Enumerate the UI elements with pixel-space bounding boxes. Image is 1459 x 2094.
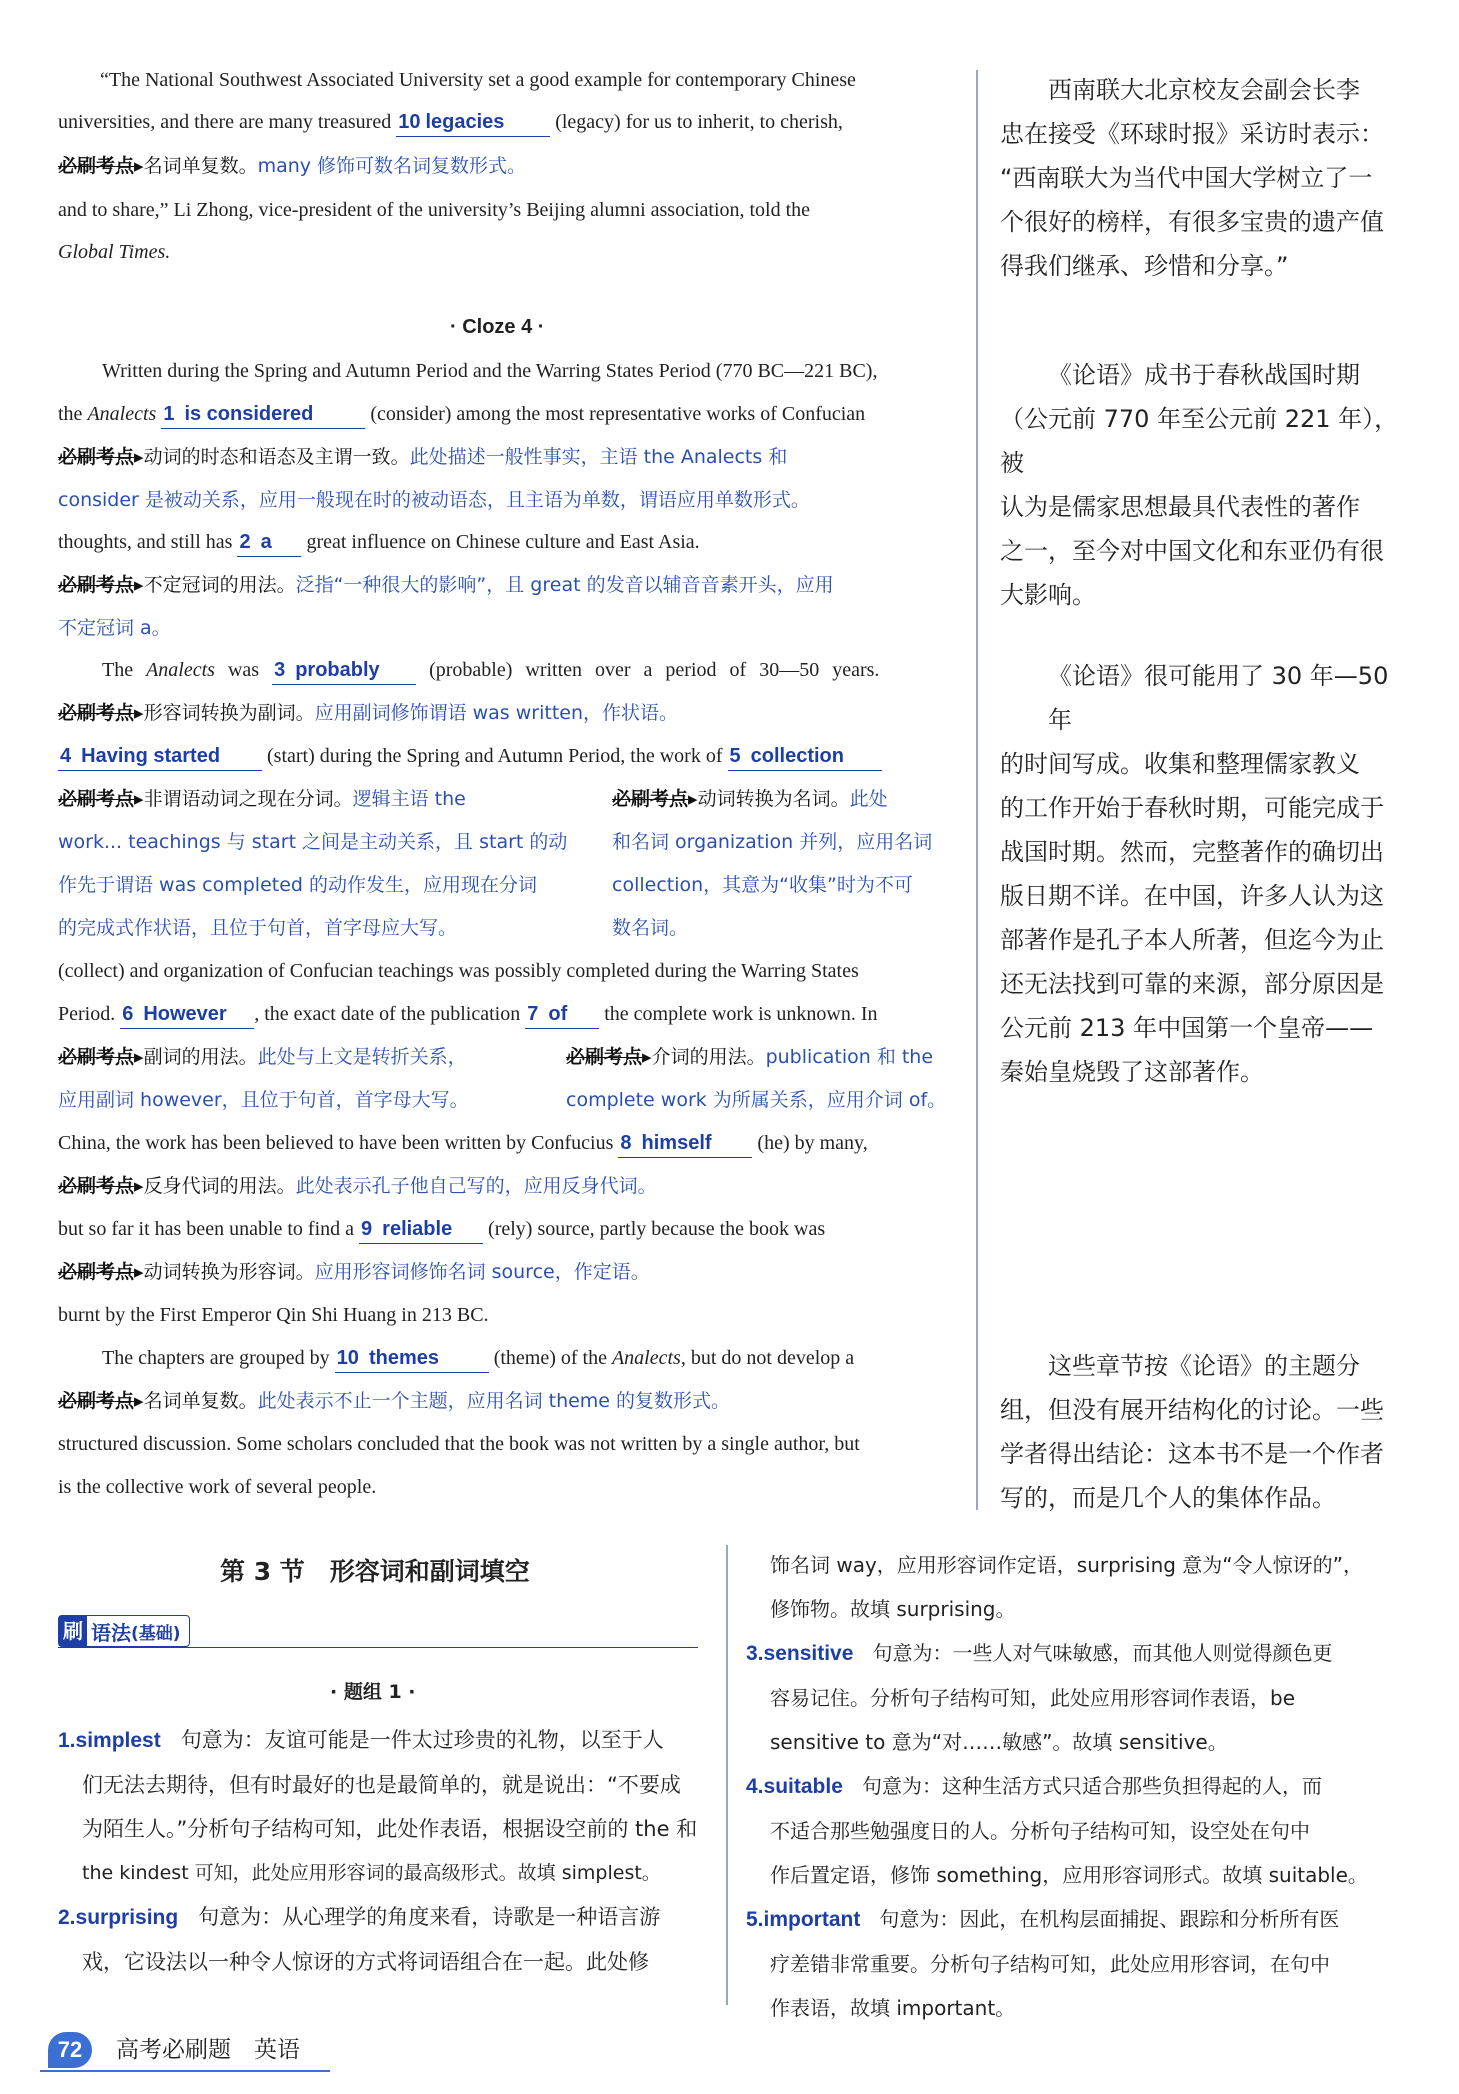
solution-line: 饰名词 way，应用形容词作定语，surprising 意为“令人惊讶的”， (770, 1553, 1364, 1577)
key-point-note: 应用副词修饰谓语 was written，作状语。 (314, 702, 679, 724)
text-span: (legacy) for us to inherit, to cherish, (555, 111, 843, 133)
text-span: (consider) among the most representative works of Confucian (370, 403, 866, 425)
key-point-text: 名词单复数。 (143, 1390, 258, 1412)
translation-line: （公元前 770 年至公元前 221 年），被 (1000, 405, 1399, 477)
key-point-label: 必刷考点 (58, 788, 135, 810)
tag-glyph: 刷 (59, 1616, 87, 1646)
solution-number: 5. (746, 1908, 764, 1931)
translation-block (1000, 654, 1400, 1094)
solution-number: 3. (746, 1642, 764, 1665)
passage-line: (collect) and organization of Confucian teachings was possibly completed during the Warring States (58, 960, 859, 982)
arrow-icon: ▸ (134, 1175, 144, 1197)
question-number: 5 (729, 745, 741, 767)
text-span: the (58, 403, 83, 425)
solution-text: 句意为：一些人对气味敏感，而其他人则觉得颜色更 (872, 1641, 1333, 1665)
group-title: · 题组 1 · (330, 1681, 416, 1703)
question-number: 6 (122, 1003, 134, 1025)
arrow-icon: ▸ (688, 788, 698, 810)
column-divider (976, 70, 978, 1510)
key-point-text: 副词的用法。 (143, 1046, 258, 1068)
solution-line (746, 1764, 1406, 1809)
passage-line: Written during the Spring and Autumn Period and the Warring States Period (770 BC—221 BC), (102, 360, 878, 382)
question-number: 8 (620, 1132, 632, 1154)
translation-line: 这些章节按《论语》的主题分 (1048, 1352, 1360, 1380)
answer-blank (525, 1000, 599, 1029)
question-number: 10 (336, 1347, 359, 1369)
solution-number: 2. (58, 1906, 76, 1929)
key-point (58, 1258, 958, 1286)
solution-number: 4. (746, 1775, 764, 1798)
section-title: 第 3 节 形容词和副词填空 (220, 1557, 530, 1586)
passage-line: structured discussion. Some scholars concluded that the book was not written by a single author, but (58, 1433, 860, 1455)
translation-line: 版日期不详。在中国，许多人认为这 (1000, 882, 1384, 910)
italic-title: Analects (87, 403, 157, 425)
arrow-icon: ▸ (134, 446, 144, 468)
translation-line: 部著作是孔子本人所著，但迄今为止 (1000, 926, 1384, 954)
text-span: (he) by many, (757, 1132, 868, 1154)
passage-line (102, 656, 1002, 685)
solution-answer: suitable (763, 1775, 843, 1798)
text-span: , the exact date of the publication (254, 1003, 521, 1025)
translation-line: 《论语》很可能用了 30 年—50 年 (1048, 662, 1389, 734)
key-point (58, 571, 958, 599)
key-point-label: 必刷考点 (612, 788, 689, 810)
answer-text: is considered (184, 403, 314, 425)
key-point-text: 形容词转换为副词。 (143, 702, 315, 724)
answer-text: probably (295, 659, 380, 681)
text-span: The chapters are grouped by (102, 1347, 330, 1369)
translation-line: 的工作开始于春秋时期，可能完成于 (1000, 794, 1384, 822)
answer-text: of (548, 1003, 568, 1025)
key-point-label: 必刷考点 (58, 574, 135, 596)
solution-answer: important (763, 1908, 861, 1931)
passage-line (58, 400, 958, 429)
solution-line: 疗差错非常重要。分析句子结构可知，此处应用形容词，在句中 (770, 1952, 1330, 1976)
key-point-note: 不定冠词 a。 (58, 617, 171, 639)
text-span: thoughts, and still has (58, 531, 233, 553)
text-span: Period. (58, 1003, 116, 1025)
answer-text: reliable (382, 1218, 453, 1240)
solution-line: the kindest 可知，此处应用形容词的最高级形式。故填 simplest。 (82, 1862, 661, 1884)
key-point-note: many 修饰可数名词复数形式。 (257, 155, 527, 177)
key-point-label: 必刷考点 (58, 1390, 135, 1412)
solution-answer: sensitive (763, 1642, 854, 1665)
text-span: the complete work is unknown. In (604, 1003, 878, 1025)
passage-line: and to share,” Li Zhong, vice-president of the university’s Beijing alumni association, told the (58, 199, 811, 221)
question-number: 7 (527, 1003, 539, 1025)
solution-answer: simplest (75, 1729, 161, 1752)
translation-line: 忠在接受《环球时报》采访时表示： (1000, 120, 1384, 148)
passage-line: burnt by the First Emperor Qin Shi Huang in 213 BC. (58, 1304, 489, 1326)
solution-line: 作表语，故填 important。 (770, 1996, 1016, 2020)
key-point-text: 介词的用法。 (651, 1046, 766, 1068)
passage-line (102, 1344, 1002, 1373)
text-span: (start) during the Spring and Autumn Period, the work of (267, 745, 723, 767)
answer-blank (161, 400, 365, 429)
solution-line: 容易记住。分析句子结构可知，此处应用形容词作表语，be (770, 1686, 1295, 1710)
translation-line: 大影响。 (1000, 581, 1096, 609)
text-span: but so far it has been unable to find a (58, 1218, 355, 1240)
answer-blank (335, 1344, 489, 1373)
text-span: China, the work has been believed to have been written by Confucius (58, 1132, 614, 1154)
footer-rule (40, 2070, 330, 2072)
solution-line: 修饰物。故填 surprising。 (770, 1597, 1016, 1621)
translation-line: 秦始皇烧毁了这部著作。 (1000, 1058, 1264, 1086)
key-point-note: publication 和 the (765, 1046, 934, 1068)
question-number: 2 (239, 531, 251, 553)
translation-block (1000, 1344, 1400, 1520)
passage-line (58, 528, 958, 557)
answer-text: themes (368, 1347, 439, 1369)
translation-line: 西南联大北京校友会副会长李 (1048, 76, 1360, 104)
translation-line: 学者得出结论：这本书不是一个作者 (1000, 1440, 1384, 1468)
key-point-note: work... teachings 与 start 之间是主动关系，且 start 的动 (58, 831, 568, 853)
answer-blank (396, 108, 550, 137)
answer-blank (728, 742, 882, 771)
solution-column (746, 1543, 1406, 2030)
translation-line: 《论语》成书于春秋战国时期 (1048, 361, 1360, 389)
passage-line: is the collective work of several people. (58, 1476, 377, 1498)
text-span: The (102, 659, 134, 681)
answer-text: a (260, 531, 272, 553)
page-number: 72 (48, 2032, 92, 2068)
translation-line: 战国时期。然而，完整著作的确切出 (1000, 838, 1384, 866)
key-point-text: 名词单复数。 (143, 155, 258, 177)
arrow-icon: ▸ (134, 702, 144, 724)
question-number: 9 (361, 1218, 373, 1240)
arrow-icon: ▸ (134, 1046, 144, 1068)
key-point-note: 和名词 organization 并列，应用名词 (612, 831, 933, 853)
translation-line: 之一，至今对中国文化和东亚仍有很 (1000, 537, 1384, 565)
solution-line: 为陌生人。”分析句子结构可知，此处作表语，根据设空前的 the 和 (82, 1817, 698, 1841)
solution-line (58, 1718, 718, 1763)
italic-title: Analects (611, 1347, 681, 1369)
translation-line: 公元前 213 年中国第一个皇帝—— (1000, 1014, 1374, 1042)
translation-block (1000, 353, 1400, 617)
answer-text: collection (750, 745, 844, 767)
answer-text: himself (641, 1132, 712, 1154)
solution-line: 们无法去期待，但有时最好的也是最简单的，就是说出：“不要成 (82, 1773, 681, 1797)
translation-block (1000, 68, 1400, 288)
arrow-icon: ▸ (134, 1390, 144, 1412)
key-point (58, 699, 958, 727)
translation-line: 认为是儒家思想最具代表性的著作 (1000, 493, 1360, 521)
tag-level: (基础) (131, 1623, 181, 1644)
key-point-note: 泛指“一种很大的影响”，且 great 的发音以辅音音素开头，应用 (295, 574, 834, 596)
text-span: universities, and there are many treasured (58, 111, 392, 133)
key-point-note: complete work 为所属关系，应用介词 of。 (566, 1089, 947, 1111)
solution-text: 句意为：因此，在机构层面捕捉、跟踪和分析所有医 (879, 1907, 1340, 1931)
solution-text: 句意为：友谊可能是一件太过珍贵的礼物，以至于人 (180, 1728, 664, 1752)
key-point (58, 443, 958, 471)
passage-line (58, 1000, 958, 1029)
key-point-label: 必刷考点 (58, 155, 135, 177)
arrow-icon: ▸ (642, 1046, 652, 1068)
answer-text: Having started (81, 745, 221, 767)
key-point-note: 此处 (849, 788, 888, 810)
passage-line (58, 1215, 958, 1244)
key-point (58, 785, 598, 813)
answer-blank (359, 1215, 483, 1244)
book-title: 高考必刷题 英语 (116, 2037, 300, 2063)
tag-box (58, 1615, 190, 1647)
column-divider (726, 1545, 728, 2005)
answer-blank (237, 528, 301, 557)
key-point-text: 动词的时态和语态及主谓一致。 (143, 446, 410, 468)
translation-line: 组，但没有展开结构化的讨论。一些 (1000, 1396, 1384, 1424)
solution-line (746, 1631, 1406, 1676)
key-point-note: 的完成式作状语，且位于句首，首字母应大写。 (58, 917, 458, 939)
answer-blank (58, 742, 262, 771)
passage-line (58, 108, 958, 137)
key-point (58, 1172, 958, 1200)
solution-line (746, 1897, 1406, 1942)
arrow-icon: ▸ (134, 155, 144, 177)
arrow-icon: ▸ (134, 788, 144, 810)
key-point-note: collection，其意为“收集”时为不可 (612, 874, 913, 896)
key-point-note: 应用副词 however，且位于句首，首字母大写。 (58, 1089, 469, 1111)
translation-line: “西南联大为当代中国大学树立了一 (1000, 164, 1373, 192)
key-point-note: 应用形容词修饰名词 source，作定语。 (314, 1261, 650, 1283)
answer-text: legacies (425, 111, 505, 133)
key-point-note: consider 是被动关系，应用一般现在时的被动语态，且主语为单数，谓语应用单数形式。 (58, 489, 810, 511)
question-number: 3 (274, 659, 286, 681)
answer-blank (618, 1129, 752, 1158)
key-point-text: 动词转换为形容词。 (143, 1261, 315, 1283)
key-point (58, 1387, 958, 1415)
key-point-note: 数名词。 (612, 917, 689, 939)
key-point-label: 必刷考点 (58, 1261, 135, 1283)
passage-line: Global Times. (58, 241, 171, 263)
translation-line: 得我们继承、珍惜和分享。” (1000, 252, 1289, 280)
key-point (612, 785, 962, 813)
solution-line (58, 1895, 718, 1940)
solution-number: 1. (58, 1729, 76, 1752)
question-number: 4 (60, 745, 72, 767)
solution-line: 不适合那些勉强度日的人。分析句子结构可知，设空处在句中 (770, 1819, 1310, 1843)
solution-text: 句意为：从心理学的角度来看，诗歌是一种语言游 (198, 1905, 661, 1929)
section-tag (58, 1615, 698, 1648)
translation-line: 的时间写成。收集和整理儒家教义 (1000, 750, 1360, 778)
text-span: (rely) source, partly because the book was (488, 1218, 826, 1240)
key-point-note: 逻辑主语 the (352, 788, 466, 810)
solution-line: 作后置定语，修饰 something，应用形容词形式。故填 suitable。 (770, 1863, 1368, 1887)
translation-line: 个很好的榜样，有很多宝贵的遗产值 (1000, 208, 1384, 236)
answer-text: However (143, 1003, 227, 1025)
passage-line (58, 1129, 958, 1158)
italic-title: Analects (146, 659, 215, 681)
cloze-title: · Cloze 4 · (450, 316, 545, 338)
passage-line: “The National Southwest Associated University set a good example for contemporary Chinese (100, 69, 856, 91)
key-point-text: 反身代词的用法。 (143, 1175, 296, 1197)
key-point-note: 此处表示孔子他自己写的，应用反身代词。 (295, 1175, 657, 1197)
key-point-label: 必刷考点 (58, 1046, 135, 1068)
key-point-label: 必刷考点 (58, 702, 135, 724)
arrow-icon: ▸ (134, 1261, 144, 1283)
question-number: 1 (163, 403, 175, 425)
key-point-text: 不定冠词的用法。 (143, 574, 296, 596)
text-span: (theme) of the (493, 1347, 607, 1369)
solution-item (58, 1718, 718, 1984)
key-point-label: 必刷考点 (58, 1175, 135, 1197)
question-number: 10 (398, 111, 421, 133)
text-span: was (227, 659, 260, 681)
key-point-label: 必刷考点 (566, 1046, 643, 1068)
solution-text: 句意为：这种生活方式只适合那些负担得起的人，而 (861, 1774, 1322, 1798)
solution-line: 戏，它设法以一种令人惊讶的方式将词语组合在一起。此处修 (82, 1950, 649, 1974)
key-point-note: 作先于谓语 was completed 的动作发生，应用现在分词 (58, 874, 538, 896)
solution-answer: surprising (75, 1906, 179, 1929)
key-point-text: 非谓语动词之现在分词。 (143, 788, 353, 810)
answer-blank (120, 1000, 254, 1029)
text-span: (probable) written over a period of 30—50 years. (429, 659, 880, 681)
answer-blank (272, 656, 416, 685)
passage-line (58, 742, 958, 771)
key-point (58, 152, 958, 180)
arrow-icon: ▸ (134, 574, 144, 596)
key-point-text: 动词转换为名词。 (697, 788, 850, 810)
text-span: great influence on Chinese culture and East Asia. (306, 531, 700, 553)
key-point-label: 必刷考点 (58, 446, 135, 468)
text-span: , but do not develop a (680, 1347, 855, 1369)
key-point-note: 此处描述一般性事实，主语 the Analects 和 (409, 446, 788, 468)
translation-line: 还无法找到可靠的来源，部分原因是 (1000, 970, 1384, 998)
tag-text: 语法 (91, 1620, 131, 1645)
translation-line: 写的，而是几个人的集体作品。 (1000, 1484, 1336, 1512)
key-point-note: 此处表示不止一个主题，应用名词 theme 的复数形式。 (257, 1390, 731, 1412)
key-point-note: 此处与上文是转折关系， (257, 1046, 467, 1068)
solution-line: sensitive to 意为“对……敏感”。故填 sensitive。 (770, 1730, 1228, 1754)
